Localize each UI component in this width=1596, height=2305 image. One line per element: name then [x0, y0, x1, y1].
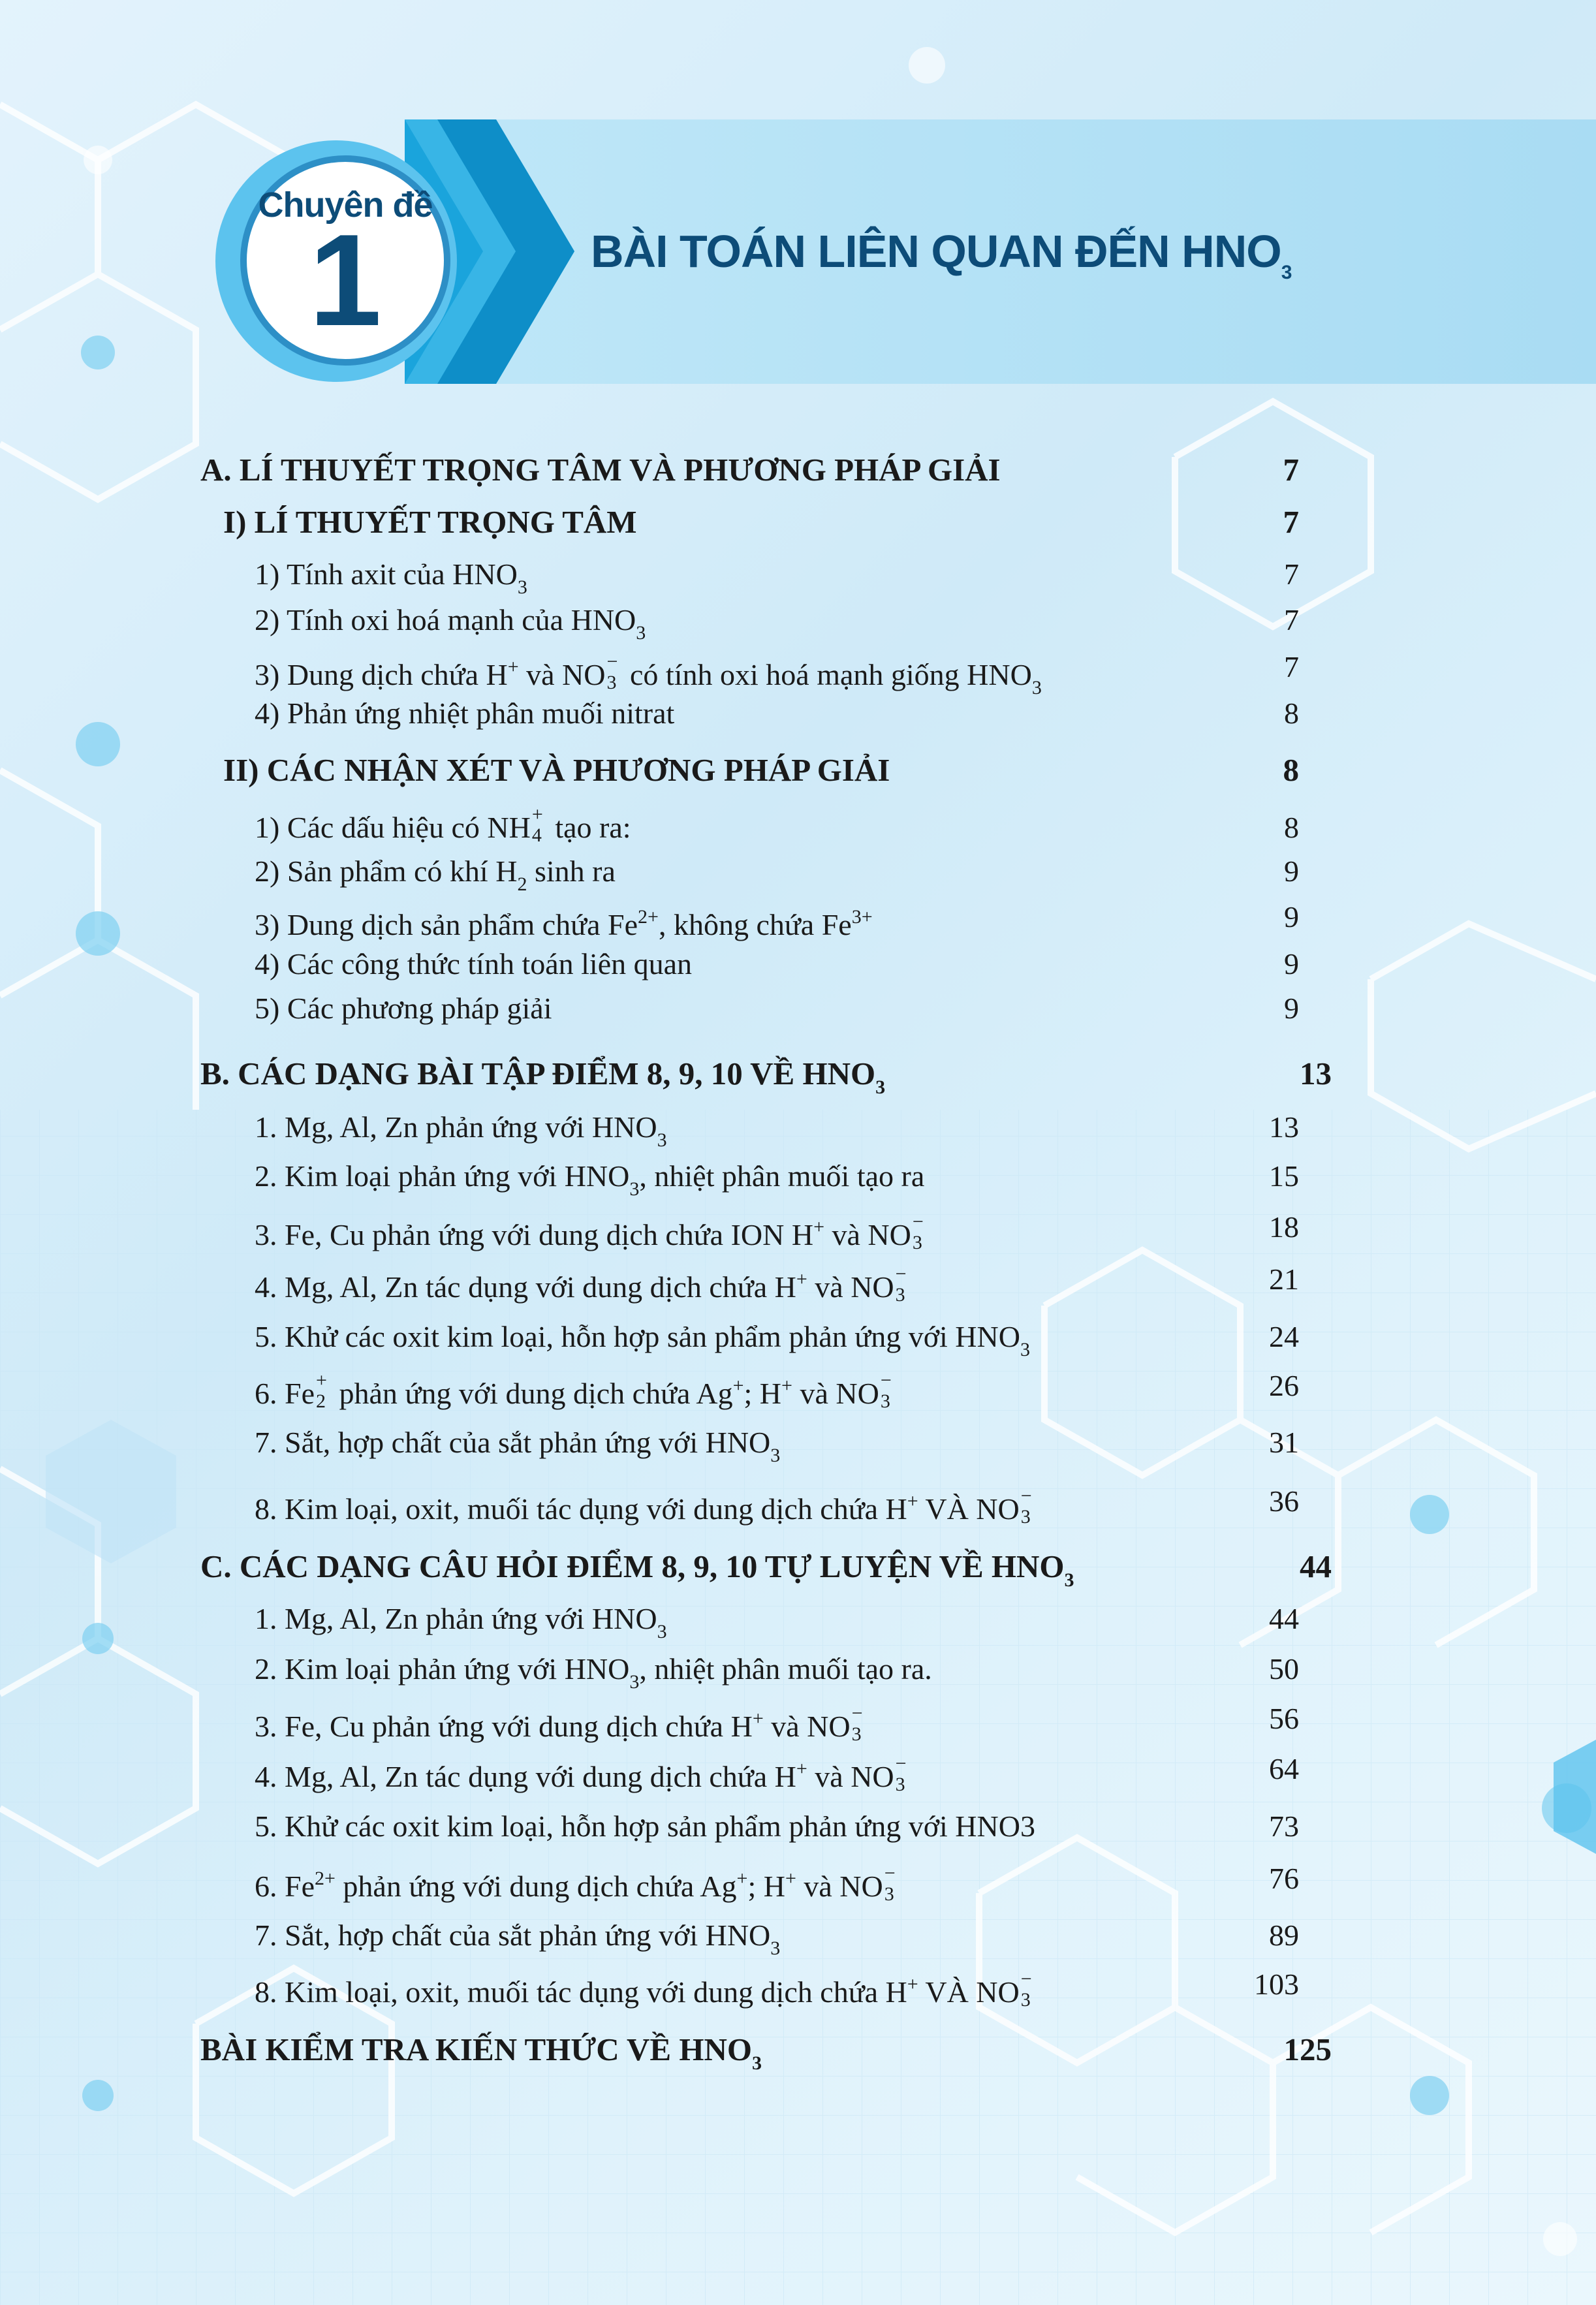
- toc-entry-text: VÀ NO: [918, 1975, 1020, 2009]
- toc-entry-c-1[interactable]: [255, 1599, 667, 1652]
- toc-entry-text: và NO: [807, 1760, 894, 1793]
- toc-page-number: 21: [1269, 1262, 1299, 1296]
- toc-entry-text: 3. Fe, Cu phản ứng với dung dịch chứa H: [255, 1710, 753, 1743]
- ion-charge: [531, 804, 548, 846]
- toc-page-number: 13: [1300, 1056, 1332, 1091]
- subscript: 3: [517, 576, 527, 598]
- toc-entry-text: ; H: [747, 1870, 785, 1903]
- toc-entry-c[interactable]: [200, 1547, 1074, 1600]
- toc-entry-text: và NO: [824, 1218, 911, 1251]
- ion-subscript: 3: [884, 1883, 894, 1905]
- toc-page-number: 44: [1300, 1548, 1332, 1584]
- subscript: 3: [770, 1937, 781, 1959]
- toc-page-number: 13: [1269, 1110, 1299, 1144]
- toc-page-number: 8: [1283, 752, 1299, 788]
- toc-entry-d[interactable]: [200, 2030, 762, 2083]
- ion-charge: [1020, 1485, 1037, 1528]
- toc-entry-text: C. CÁC DẠNG CÂU HỎI ĐIỂM 8, 9, 10 TỰ LUYỆN VỀ HNO: [200, 1548, 1065, 1584]
- toc-page-number: 9: [1284, 855, 1299, 888]
- toc-entry-text: tạo ra:: [547, 811, 631, 844]
- subscript: 3: [657, 1621, 667, 1642]
- subscript: 3: [751, 2052, 762, 2074]
- toc-page-number: 50: [1269, 1652, 1299, 1686]
- toc-entry-text: 5. Khử các oxit kim loại, hỗn hợp sản phẩm phản ứng với HNO: [255, 1320, 1020, 1353]
- toc-entry-text: , không chứa Fe: [658, 908, 852, 941]
- ion-subscript: 3: [895, 1774, 905, 1795]
- ion-charge-sign: +: [316, 1370, 327, 1391]
- toc-entry-b[interactable]: [200, 1054, 885, 1107]
- toc-entry-text: 4. Mg, Al, Zn tác dụng với dung dịch chứa H: [255, 1760, 796, 1793]
- toc-entry-c-8[interactable]: [255, 1965, 1037, 2012]
- toc-page-number: 8: [1284, 697, 1299, 730]
- toc-page-number: 125: [1283, 2031, 1332, 2067]
- toc-entry-text: 3. Fe, Cu phản ứng với dung dịch chứa ION H: [255, 1218, 814, 1251]
- toc-entry-text: 4) Phản ứng nhiệt phân muối nitrat: [255, 697, 675, 730]
- ion-charge: [606, 651, 623, 693]
- ion-subscript: 3: [1020, 1506, 1031, 1528]
- superscript: +: [813, 1216, 824, 1238]
- toc-entry-text: phản ứng với dung dịch chứa Ag: [335, 1870, 737, 1903]
- chapter-label: Chuyên đề: [258, 185, 433, 225]
- subscript: 3: [657, 1129, 667, 1151]
- subscript: 3: [629, 1671, 640, 1693]
- ion-subscript: 3: [851, 1723, 862, 1745]
- ion-subscript: 3: [912, 1232, 922, 1253]
- toc-entry-text: phản ứng với dung dịch chứa Ag: [332, 1377, 733, 1410]
- toc-page-number: 76: [1269, 1862, 1299, 1895]
- toc-entry-text: 1) Các dấu hiệu có NH: [255, 811, 531, 844]
- superscript: +: [781, 1375, 792, 1396]
- ion-charge: [894, 1263, 911, 1306]
- superscript: +: [796, 1268, 807, 1290]
- toc-entry-text: B. CÁC DẠNG BÀI TẬP ĐIỂM 8, 9, 10 VỀ HNO: [200, 1056, 876, 1091]
- superscript: 3+: [851, 906, 873, 928]
- toc-entry-text: 2. Kim loại phản ứng với HNO: [255, 1159, 630, 1193]
- toc-page-number: 7: [1284, 557, 1299, 591]
- toc-entry-a2-3[interactable]: [255, 898, 873, 945]
- toc-page-number: 64: [1269, 1752, 1299, 1785]
- toc-entry-text: 6. Fe: [255, 1377, 315, 1410]
- superscript: +: [752, 1708, 764, 1729]
- subscript: 3: [875, 1076, 886, 1098]
- ion-subscript: 3: [1020, 1989, 1031, 2011]
- toc-entry-a2-5[interactable]: [255, 989, 552, 1028]
- toc-page-number: 103: [1254, 1968, 1299, 2001]
- toc-entry-text: I) LÍ THUYẾT TRỌNG TÂM: [223, 504, 637, 540]
- ion-charge-sign: −: [895, 1263, 907, 1285]
- toc-entry-c-6[interactable]: [255, 1859, 900, 1906]
- toc-entry-text: và NO: [796, 1870, 883, 1903]
- toc-entry-text: 4. Mg, Al, Zn tác dụng với dung dịch chứa H: [255, 1270, 796, 1304]
- toc-page-number: 7: [1284, 603, 1299, 636]
- toc-entry-text: 1) Tính axit của HNO: [255, 557, 518, 591]
- subscript: 3: [1020, 1339, 1030, 1360]
- toc-page-number: 7: [1283, 452, 1299, 488]
- ion-charge: [911, 1211, 928, 1253]
- superscript: 2+: [315, 1868, 336, 1889]
- toc-entry-text: và NO: [518, 658, 606, 691]
- ion-subscript: 3: [895, 1284, 905, 1306]
- toc-entry-text: 7. Sắt, hợp chất của sắt phản ứng với HNO: [255, 1919, 771, 1952]
- ion-subscript: 3: [880, 1390, 890, 1412]
- toc-entry-text: có tính oxi hoá mạnh giống HNO: [622, 658, 1032, 691]
- toc-entry-b-7[interactable]: [255, 1423, 780, 1475]
- toc-page-number: 15: [1269, 1159, 1299, 1193]
- toc-page-number: 26: [1269, 1369, 1299, 1402]
- superscript: +: [796, 1758, 807, 1780]
- ion-subscript: 4: [531, 824, 542, 846]
- toc-entry-text: , nhiệt phân muối tạo ra.: [639, 1652, 932, 1686]
- chapter-number: 1: [309, 208, 382, 353]
- ion-charge-sign: +: [531, 804, 543, 825]
- toc-entry-text: 5) Các phương pháp giải: [255, 992, 552, 1025]
- toc-entry-a[interactable]: [200, 450, 1001, 490]
- toc-entry-b-4[interactable]: [255, 1260, 911, 1307]
- toc-entry-text: và NO: [792, 1377, 879, 1410]
- toc-entry-b-3[interactable]: [255, 1208, 928, 1255]
- toc-page-number: 73: [1269, 1810, 1299, 1843]
- chapter-title-subscript: 3: [1281, 262, 1292, 283]
- toc-entry-text: 3) Dung dịch chứa H: [255, 658, 508, 691]
- toc-entry-a2-4[interactable]: [255, 945, 692, 984]
- toc-entry-text: BÀI KIỂM TRA KIẾN THỨC VỀ HNO: [200, 2031, 752, 2067]
- toc-entry-c-2[interactable]: [255, 1650, 932, 1702]
- toc-entry-c-3[interactable]: [255, 1699, 868, 1746]
- toc-entry-text: 7. Sắt, hợp chất của sắt phản ứng với HNO: [255, 1426, 771, 1459]
- toc-entry-c-4[interactable]: [255, 1749, 911, 1796]
- ion-subscript: 2: [316, 1390, 326, 1412]
- subscript: 3: [1064, 1569, 1074, 1591]
- superscript: +: [907, 1490, 918, 1512]
- superscript: 2+: [638, 906, 659, 928]
- ion-charge-sign: −: [884, 1862, 896, 1884]
- toc-entry-text: 8. Kim loại, oxit, muối tác dụng với dung dịch chứa H: [255, 1492, 907, 1526]
- superscript: +: [732, 1375, 744, 1396]
- toc-entry-text: 2) Tính oxi hoá mạnh của HNO: [255, 603, 636, 636]
- subscript: 3: [1031, 677, 1042, 698]
- toc-page-number: 7: [1284, 650, 1299, 683]
- toc-entry-text: II) CÁC NHẬN XÉT VÀ PHƯƠNG PHÁP GIẢI: [223, 752, 890, 788]
- toc-entry-a2-1[interactable]: [255, 804, 631, 847]
- toc-entry-text: VÀ NO: [918, 1492, 1020, 1526]
- toc-page-number: 44: [1269, 1602, 1299, 1635]
- toc-entry-text: sinh ra: [527, 855, 616, 888]
- subscript: 2: [517, 873, 527, 895]
- ion-charge: [883, 1862, 900, 1905]
- ion-subscript: 3: [606, 672, 617, 693]
- toc-entry-c-7[interactable]: [255, 1916, 780, 1968]
- ion-charge: [879, 1370, 896, 1412]
- toc-entry-text: và NO: [763, 1710, 851, 1743]
- superscript: +: [507, 656, 519, 678]
- ion-charge-sign: −: [606, 651, 618, 672]
- toc-entry-a1-2[interactable]: [255, 601, 646, 653]
- toc-entry-text: 1. Mg, Al, Zn phản ứng với HNO: [255, 1110, 657, 1144]
- ion-charge: [315, 1370, 332, 1412]
- toc-entry-b-1[interactable]: [255, 1108, 667, 1160]
- toc-entry-text: ; H: [743, 1377, 782, 1410]
- toc-page-number: 89: [1269, 1919, 1299, 1952]
- toc-entry-text: 5. Khử các oxit kim loại, hỗn hợp sản phẩm phản ứng với HNO3: [255, 1810, 1035, 1843]
- toc-entry-b-5[interactable]: [255, 1317, 1030, 1370]
- toc-page-number: 18: [1269, 1210, 1299, 1244]
- ion-charge-sign: −: [851, 1702, 863, 1724]
- toc-page-number: 8: [1284, 811, 1299, 844]
- toc-entry-a1-4[interactable]: [255, 694, 674, 733]
- superscript: +: [907, 1973, 918, 1995]
- toc-entry-a2[interactable]: [223, 751, 890, 790]
- toc-entry-b-8[interactable]: [255, 1482, 1037, 1529]
- toc-entry-text: 1. Mg, Al, Zn phản ứng với HNO: [255, 1602, 657, 1635]
- toc-entry-a1-1[interactable]: [255, 555, 527, 607]
- ion-charge-sign: −: [1020, 1968, 1032, 1990]
- subscript: 3: [770, 1445, 781, 1466]
- toc-page-number: 7: [1283, 504, 1299, 540]
- toc-entry-text: A. LÍ THUYẾT TRỌNG TÂM VÀ PHƯƠNG PHÁP GIẢI: [200, 452, 1001, 488]
- ion-charge: [1020, 1968, 1037, 2011]
- toc-page-number: 31: [1269, 1426, 1299, 1459]
- toc-page-number: 36: [1269, 1484, 1299, 1518]
- toc-entry-b-2[interactable]: [255, 1157, 924, 1209]
- chapter-title-text: BÀI TOÁN LIÊN QUAN ĐẾN HNO: [591, 226, 1281, 277]
- toc-page-number: 9: [1284, 900, 1299, 933]
- toc-entry-c-5[interactable]: [255, 1807, 1035, 1846]
- subscript: 3: [636, 622, 646, 644]
- toc-page-number: 24: [1269, 1320, 1299, 1353]
- toc-page-number: 56: [1269, 1702, 1299, 1735]
- ion-charge: [894, 1753, 911, 1795]
- subscript: 3: [629, 1178, 640, 1200]
- toc-entry-a2-2[interactable]: [255, 852, 616, 904]
- ion-charge-sign: −: [1020, 1485, 1032, 1507]
- toc-entry-text: 6. Fe: [255, 1870, 315, 1903]
- ion-charge: [851, 1702, 868, 1745]
- superscript: +: [736, 1868, 748, 1889]
- toc-entry-text: 2. Kim loại phản ứng với HNO: [255, 1652, 630, 1686]
- toc-entry-text: 4) Các công thức tính toán liên quan: [255, 947, 693, 980]
- ion-charge-sign: −: [912, 1211, 924, 1232]
- toc-page-number: 9: [1284, 992, 1299, 1025]
- toc-page-number: 9: [1284, 947, 1299, 980]
- toc-entry-a1[interactable]: [223, 503, 637, 542]
- toc-entry-text: 2) Sản phẩm có khí H: [255, 855, 518, 888]
- toc-entry-text: và NO: [807, 1270, 894, 1304]
- toc-entry-text: , nhiệt phân muối tạo ra: [639, 1159, 925, 1193]
- toc-entry-text: 8. Kim loại, oxit, muối tác dụng với dung dịch chứa H: [255, 1975, 907, 2009]
- ion-charge-sign: −: [895, 1753, 907, 1774]
- ion-charge-sign: −: [880, 1370, 892, 1391]
- toc-entry-text: 3) Dung dịch sản phẩm chứa Fe: [255, 908, 638, 941]
- superscript: +: [785, 1868, 796, 1889]
- toc-entry-b-6[interactable]: [255, 1366, 896, 1413]
